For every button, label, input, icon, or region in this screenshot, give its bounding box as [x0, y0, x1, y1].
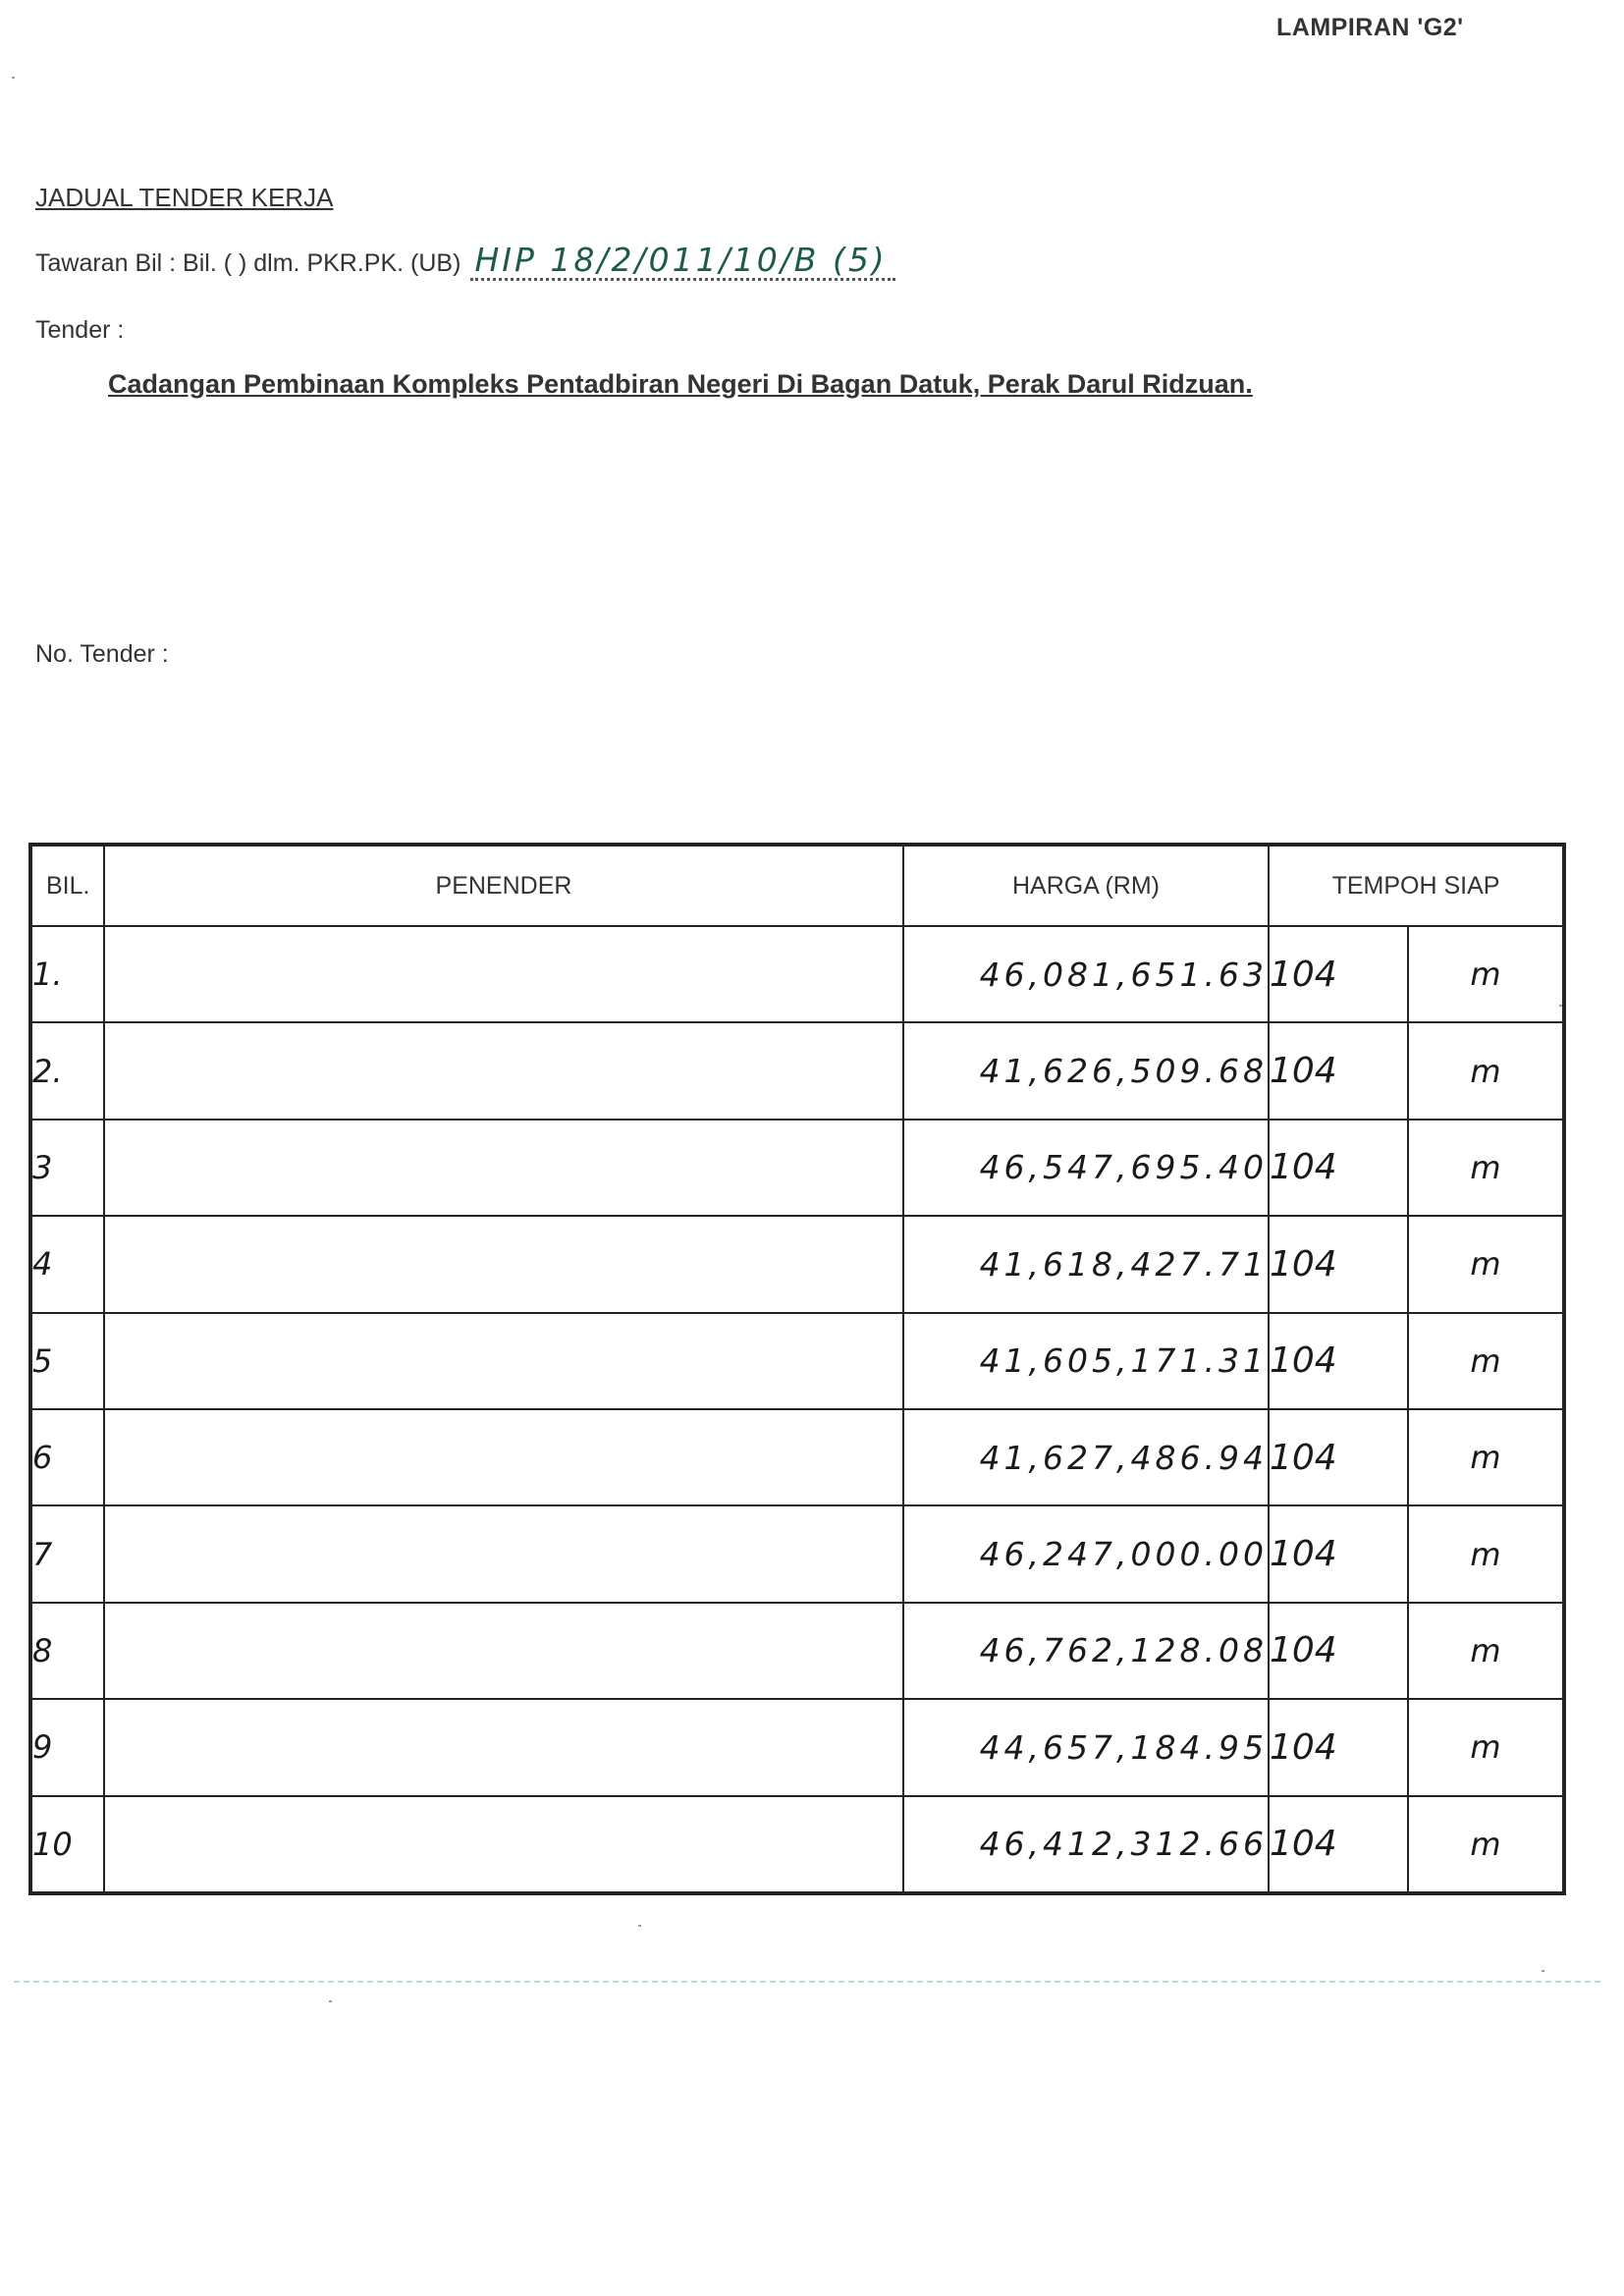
table-header-row [30, 845, 1564, 926]
no-tender-label: No. Tender : [35, 640, 169, 668]
table-row [30, 1313, 1564, 1409]
row-harga-cell: 41,626,509.68 [903, 1022, 1269, 1119]
row-tempoh-value-cell: 104 [1269, 1216, 1408, 1312]
table-row [30, 1505, 1564, 1602]
row-penender-cell [104, 1022, 903, 1119]
row-bil-cell: 1. [30, 926, 104, 1022]
row-harga-cell: 46,081,651.63 [903, 926, 1269, 1022]
row-bil-cell: 3 [30, 1120, 104, 1216]
row-penender-cell [104, 1216, 903, 1312]
tender-table [28, 843, 1566, 1895]
row-harga-cell: 46,412,312.66 [903, 1796, 1269, 1893]
row-harga-cell: 46,547,695.40 [903, 1120, 1269, 1216]
row-penender-cell [104, 1603, 903, 1699]
scan-speck [12, 77, 15, 79]
table-body [30, 926, 1564, 1893]
row-tempoh-value-cell: 104 [1269, 1505, 1408, 1602]
scan-speck [329, 2000, 332, 2002]
scan-speck [1542, 1970, 1544, 1972]
tawaran-reference-handwritten: HIP 18/2/011/10/B (5) [470, 244, 894, 281]
table-row [30, 1796, 1564, 1893]
lampiran-label: LAMPIRAN 'G2' [1276, 14, 1464, 41]
row-tempoh-value-cell: 104 [1269, 1603, 1408, 1699]
tawaran-line [35, 241, 895, 281]
row-tempoh-unit-cell: m [1408, 1409, 1564, 1505]
project-title: Cadangan Pembinaan Kompleks Pentadbiran Negeri Di Bagan Datuk, Perak Darul Ridzuan. [108, 369, 1253, 399]
row-tempoh-unit-cell: m [1408, 1796, 1564, 1893]
row-tempoh-value-cell: 104 [1269, 1796, 1408, 1893]
column-header-tempoh: TEMPOH SIAP [1269, 845, 1564, 926]
row-bil-cell: 6 [30, 1409, 104, 1505]
table-row [30, 1699, 1564, 1795]
row-penender-cell [104, 1120, 903, 1216]
tawaran-label: Tawaran Bil : Bil. ( ) dlm. PKR.PK. (UB) [35, 249, 461, 277]
tender-label: Tender : [35, 316, 125, 344]
row-penender-cell [104, 1505, 903, 1602]
row-penender-cell [104, 1409, 903, 1505]
row-tempoh-unit-cell: m [1408, 1699, 1564, 1795]
row-harga-cell: 41,618,427.71 [903, 1216, 1269, 1312]
row-harga-cell: 46,762,128.08 [903, 1603, 1269, 1699]
row-tempoh-unit-cell: m [1408, 1022, 1564, 1119]
row-tempoh-unit-cell: m [1408, 1120, 1564, 1216]
row-penender-cell [104, 926, 903, 1022]
document-heading: JADUAL TENDER KERJA [35, 183, 334, 212]
column-header-harga: HARGA (RM) [903, 845, 1269, 926]
row-harga-cell: 46,247,000.00 [903, 1505, 1269, 1602]
row-tempoh-value-cell: 104 [1269, 1120, 1408, 1216]
column-header-penender: PENENDER [104, 845, 903, 926]
row-tempoh-value-cell: 104 [1269, 1022, 1408, 1119]
scan-speck [638, 1925, 641, 1927]
column-header-bil: BIL. [30, 845, 104, 926]
row-tempoh-value-cell: 104 [1269, 1409, 1408, 1505]
row-bil-cell: 2. [30, 1022, 104, 1119]
row-penender-cell [104, 1796, 903, 1893]
scan-divider-line [14, 1981, 1600, 1983]
row-bil-cell: 4 [30, 1216, 104, 1312]
table-row [30, 1120, 1564, 1216]
row-tempoh-value-cell: 104 [1269, 1699, 1408, 1795]
row-tempoh-unit-cell: m [1408, 1603, 1564, 1699]
row-bil-cell: 7 [30, 1505, 104, 1602]
row-harga-cell: 41,627,486.94 [903, 1409, 1269, 1505]
row-harga-cell: 44,657,184.95 [903, 1699, 1269, 1795]
table-row [30, 1603, 1564, 1699]
table-row [30, 1216, 1564, 1312]
table-row [30, 1409, 1564, 1505]
row-harga-cell: 41,605,171.31 [903, 1313, 1269, 1409]
scan-speck [1559, 1005, 1562, 1007]
row-bil-cell: 10 [30, 1796, 104, 1893]
row-penender-cell [104, 1699, 903, 1795]
table-row [30, 1022, 1564, 1119]
row-bil-cell: 9 [30, 1699, 104, 1795]
row-tempoh-unit-cell: m [1408, 1505, 1564, 1602]
row-tempoh-unit-cell: m [1408, 1216, 1564, 1312]
row-tempoh-unit-cell: m [1408, 926, 1564, 1022]
row-tempoh-value-cell: 104 [1269, 926, 1408, 1022]
row-tempoh-unit-cell: m [1408, 1313, 1564, 1409]
row-penender-cell [104, 1313, 903, 1409]
table-row [30, 926, 1564, 1022]
row-bil-cell: 8 [30, 1603, 104, 1699]
row-tempoh-value-cell: 104 [1269, 1313, 1408, 1409]
row-bil-cell: 5 [30, 1313, 104, 1409]
